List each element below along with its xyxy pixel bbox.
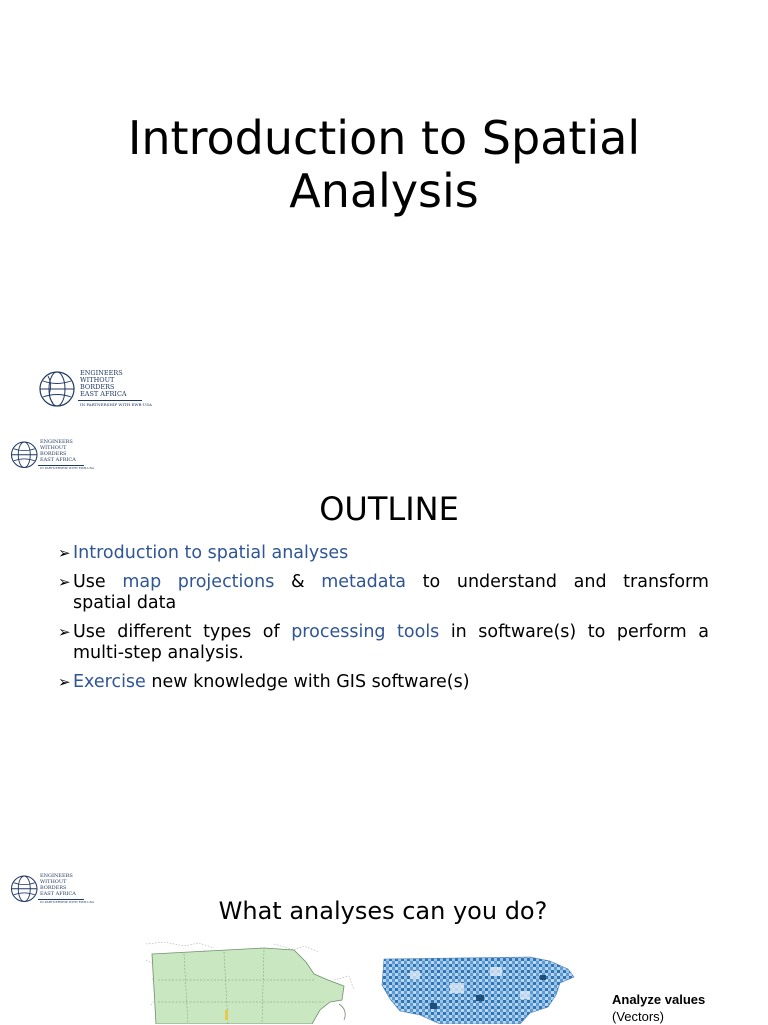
logo-line-1: ENGINEERS: [40, 439, 73, 445]
bullet-link-metadata: metadata: [321, 572, 407, 592]
bullet-text: Use different types of: [73, 622, 292, 642]
state-vector-map: [144, 940, 356, 1024]
analyze-values-sublabel: (Vectors): [612, 1009, 665, 1024]
bullet-text: Introduction to spatial analyses: [73, 543, 349, 563]
ewb-logo-small-1: [10, 438, 94, 472]
bullet-text: new knowledge with GIS software(s): [145, 672, 470, 692]
logo-line-3: BORDERS: [80, 383, 115, 391]
logo-line-4: EAST AFRICA: [80, 390, 127, 398]
outline-heading: OUTLINE: [319, 490, 459, 528]
bullet-arrow-icon: ➢: [58, 673, 71, 691]
logo-line-4: EAST AFRICA: [40, 457, 76, 463]
bullet-text: in software(s) to perform a: [439, 622, 709, 642]
list-item: [58, 543, 709, 564]
globe-logo-icon: [38, 367, 78, 409]
bullet-text: Use: [73, 572, 123, 592]
logo-line-1: ENGINEERS: [80, 369, 123, 377]
bullet-text: to understand and transform: [406, 572, 709, 592]
slide-title: [0, 112, 768, 218]
globe-logo-icon: [10, 438, 40, 470]
bullet-link-processing-tools: processing tools: [291, 622, 440, 642]
logo-line-3: BORDERS: [40, 885, 67, 891]
choropleth-vector-map: [380, 955, 576, 1024]
logo-line-2: WITHOUT: [40, 445, 67, 451]
bullet-arrow-icon: ➢: [58, 623, 71, 641]
logo-line-2: WITHOUT: [40, 879, 67, 885]
slide-title-line-2: Analysis: [289, 164, 479, 218]
logo-tagline: IN PARTNERSHIP WITH EWB-USA: [40, 900, 94, 904]
bullet-text: spatial data: [73, 593, 177, 613]
list-item: [58, 622, 709, 664]
bullet-text: multi-step analysis.: [73, 643, 244, 663]
slide-title-line-1: Introduction to Spatial: [127, 111, 641, 165]
bullet-arrow-icon: ➢: [58, 544, 71, 562]
logo-line-2: WITHOUT: [80, 376, 115, 384]
analyses-heading: What analyses can you do?: [218, 897, 548, 925]
logo-tagline: IN PARTNERSHIP WITH EWB-USA: [40, 466, 94, 470]
logo-rule: [78, 400, 142, 401]
outline-list: [58, 543, 709, 701]
list-item: [58, 572, 709, 614]
list-item: [58, 672, 709, 693]
bullet-arrow-icon: ➢: [58, 573, 71, 591]
bullet-link-exercise: Exercise: [73, 672, 146, 692]
bullet-line: [73, 572, 709, 593]
logo-line-4: EAST AFRICA: [40, 891, 76, 897]
ewb-logo-large: [38, 367, 152, 413]
bullet-text: &: [274, 572, 322, 592]
bullet-link-map-projections: map projections: [122, 572, 275, 592]
logo-line-1: ENGINEERS: [40, 873, 73, 879]
logo-tagline: IN PARTNERSHIP WITH EWB-USA: [80, 402, 152, 407]
analyze-values-label: Analyze values: [612, 992, 706, 1007]
bullet-line: [73, 622, 709, 643]
logo-line-3: BORDERS: [40, 451, 67, 457]
